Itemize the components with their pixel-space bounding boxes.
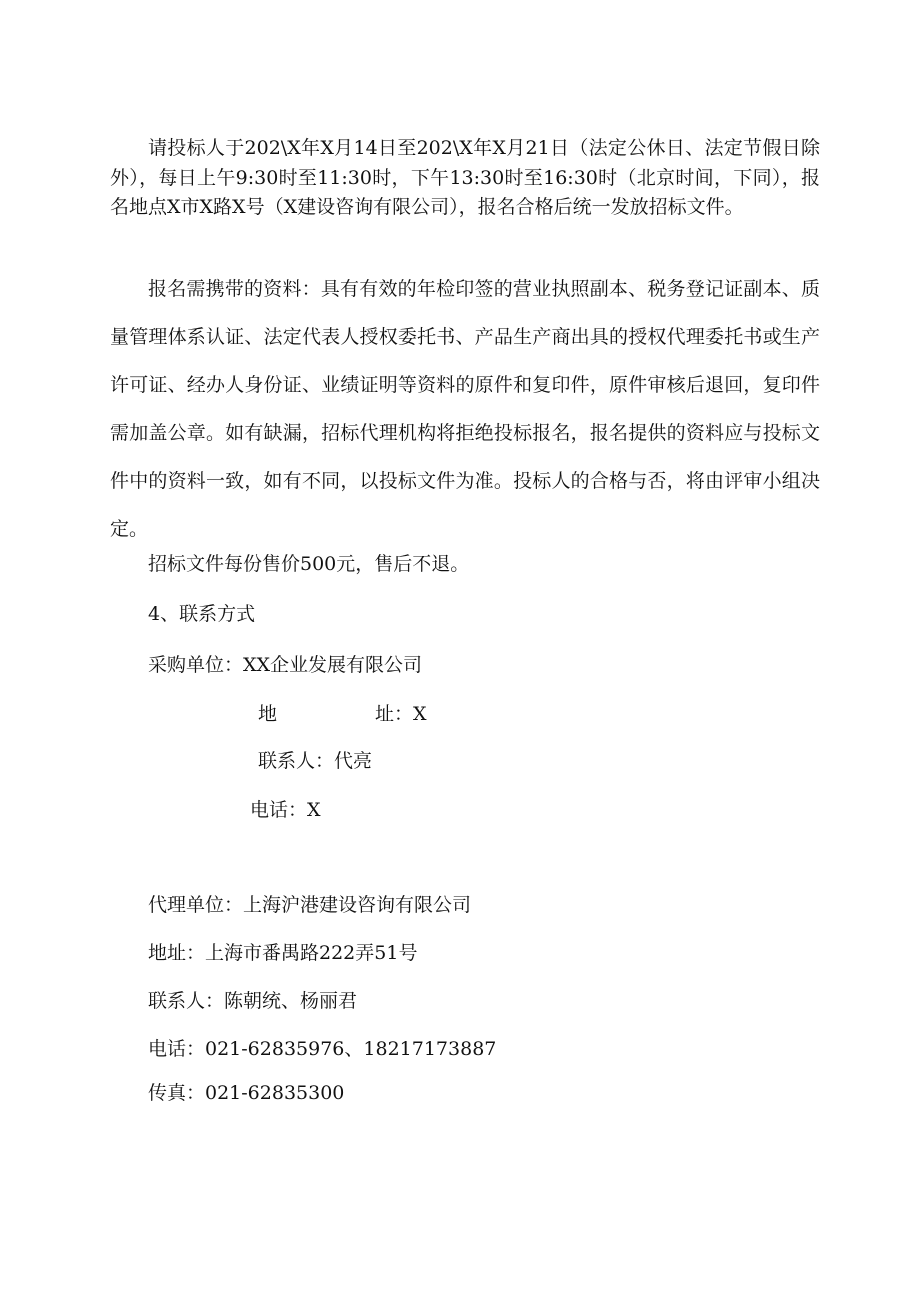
- purchaser-contact-person: 联系人：代亮: [258, 750, 373, 772]
- purchaser-address-label: 地: [258, 703, 278, 725]
- price-paragraph: 招标文件每份售价500元，售后不退。: [148, 553, 470, 575]
- agent-fax: 传真：021-62835300: [148, 1082, 345, 1104]
- agent-unit: 代理单位：上海沪港建设咨询有限公司: [148, 894, 472, 916]
- purchaser-phone: 电话：X: [250, 799, 321, 821]
- materials-paragraph: 报名需携带的资料：具有有效的年检印签的营业执照副本、税务登记证副本、质量管理体系认证、法定代表人授权委托书、产品生产商出具的授权代理委托书或生产许可证、经办人身份证、业绩证明等资料的原件和复印件，原件审核后退回，复印件需加盖公章。如有缺漏，招标代理机构将拒绝投标报名，报名提供的资料应与投标文件中的资料一致，如有不同，以投标文件为准。投标人的合格与否，将由评审小组决定。: [110, 278, 820, 540]
- contact-heading: 4、联系方式: [148, 603, 256, 625]
- purchaser-unit: 采购单位：XX企业发展有限公司: [148, 654, 423, 676]
- agent-contact-person: 联系人：陈朝统、杨丽君: [148, 990, 358, 1012]
- agent-address: 地址：上海市番禺路222弄51号: [148, 942, 418, 964]
- purchaser-address: 址：X: [375, 703, 427, 725]
- agent-phone: 电话：021-62835976、18217173887: [148, 1038, 497, 1060]
- registration-paragraph: 请投标人于202\X年X月14日至202\X年X月21日（法定公休日、法定节假日除外），每日上午9:30时至11:30时，下午13:30时至16:30时（北京时间，下同），报名地点X市X路X号（X建设咨询有限公司），报名合格后统一发放招标文件。: [110, 137, 820, 218]
